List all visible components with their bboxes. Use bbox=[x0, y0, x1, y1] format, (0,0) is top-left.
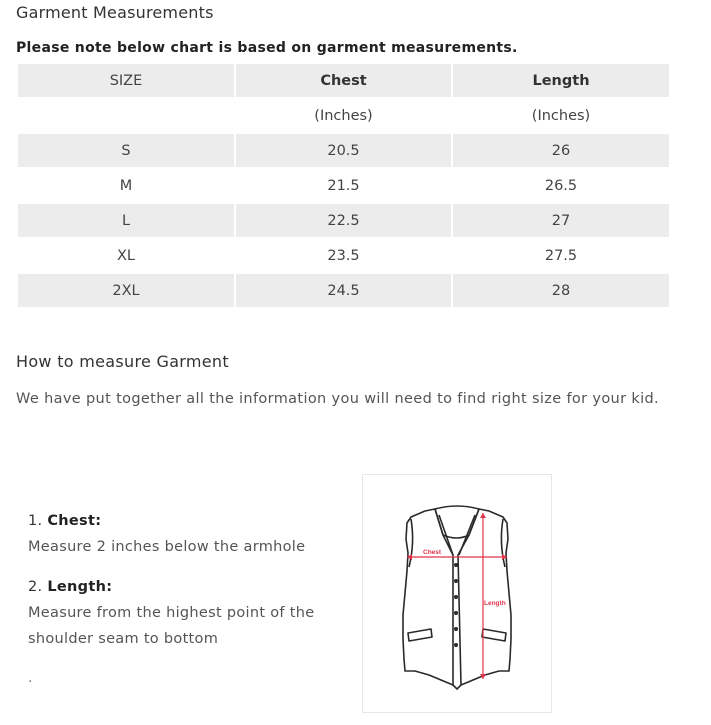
measurement-steps bbox=[28, 508, 348, 652]
cell-length: 26 bbox=[452, 133, 670, 168]
table-header-row bbox=[17, 63, 670, 98]
cell-length: 26.5 bbox=[452, 168, 670, 203]
cell-size: M bbox=[17, 168, 235, 203]
vest-illustration bbox=[363, 475, 551, 712]
table-row bbox=[17, 273, 670, 308]
how-to-measure-heading: How to measure Garment bbox=[16, 352, 229, 371]
cell-chest: 24.5 bbox=[235, 273, 452, 308]
step-chest-text: Measure 2 inches below the armhole bbox=[28, 539, 306, 555]
cell-chest: 23.5 bbox=[235, 238, 452, 273]
cell-length: 27.5 bbox=[452, 238, 670, 273]
page-title: Garment Measurements bbox=[16, 3, 214, 22]
cell-length: 27 bbox=[452, 203, 670, 238]
cell-length: 28 bbox=[452, 273, 670, 308]
how-to-measure-intro: We have put together all the information you will need to find right size for your kid. bbox=[16, 391, 659, 407]
step-title: Length: bbox=[47, 579, 113, 595]
table-row bbox=[17, 203, 670, 238]
vest-buttons bbox=[454, 563, 458, 647]
table-row bbox=[17, 238, 670, 273]
cell-chest: 20.5 bbox=[235, 133, 452, 168]
step-number: 1. bbox=[28, 513, 43, 529]
vest-measurement-diagram bbox=[362, 474, 552, 713]
step-chest-heading bbox=[28, 508, 348, 534]
length-label: Length bbox=[484, 600, 506, 607]
chest-label: Chest bbox=[423, 549, 442, 556]
cell-size: XL bbox=[17, 238, 235, 273]
unit-length: (Inches) bbox=[452, 98, 670, 133]
step-length-text: Measure from the highest point of the shoulder seam to bottom bbox=[28, 605, 315, 647]
cell-size: L bbox=[17, 203, 235, 238]
header-chest: Chest bbox=[235, 63, 452, 98]
step-title: Chest: bbox=[47, 513, 102, 529]
cell-size: S bbox=[17, 133, 235, 168]
table-row bbox=[17, 168, 670, 203]
unit-size bbox=[17, 98, 235, 133]
step-length-heading bbox=[28, 574, 348, 600]
step-number: 2. bbox=[28, 579, 43, 595]
cell-chest: 22.5 bbox=[235, 203, 452, 238]
unit-chest: (Inches) bbox=[235, 98, 452, 133]
size-chart-table bbox=[16, 62, 671, 309]
cell-chest: 21.5 bbox=[235, 168, 452, 203]
header-size: SIZE bbox=[17, 63, 235, 98]
table-row bbox=[17, 133, 670, 168]
table-units-row bbox=[17, 98, 670, 133]
trailing-dot: . bbox=[28, 670, 33, 686]
chart-note: Please note below chart is based on garment measurements. bbox=[16, 40, 518, 56]
cell-size: 2XL bbox=[17, 273, 235, 308]
header-length: Length bbox=[452, 63, 670, 98]
